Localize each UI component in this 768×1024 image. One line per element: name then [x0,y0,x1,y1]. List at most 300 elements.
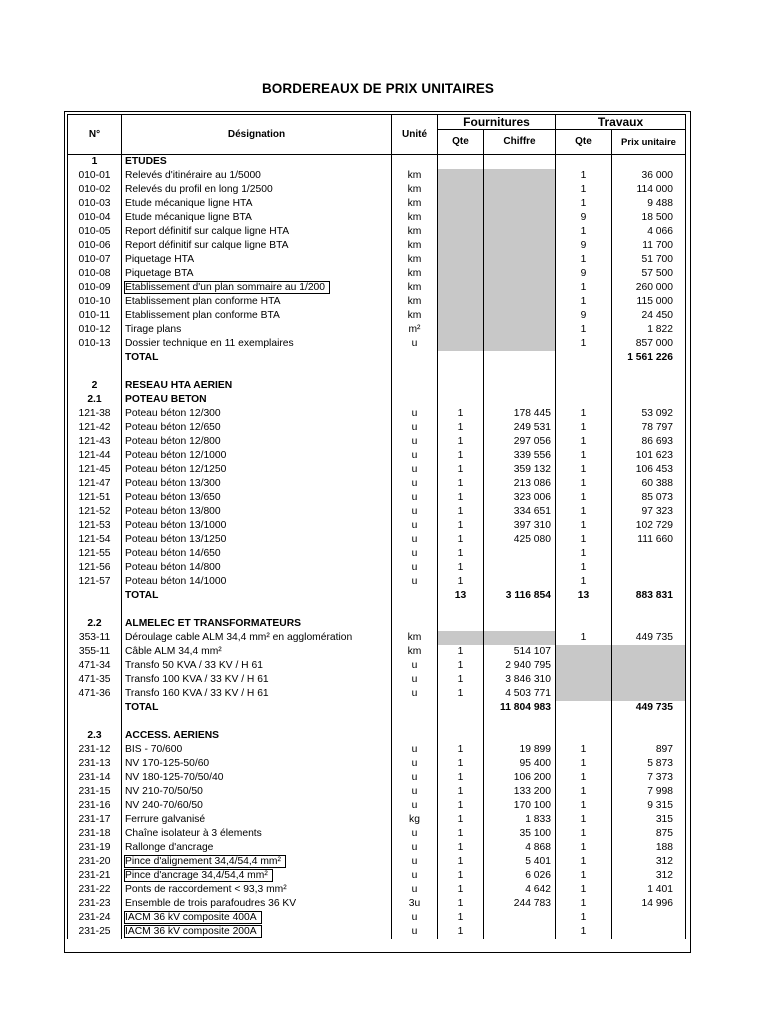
cell-prix-unitaire: 115 000 [612,295,686,309]
header-no: N° [68,115,122,155]
table-row [68,197,686,211]
cell-qte-fournitures [438,309,484,323]
boxed-designation: IACM 36 kV composite 400A [125,912,261,923]
cell-chiffre: 397 310 [484,519,556,533]
cell-unit: u [392,883,438,897]
section-row [68,729,686,743]
cell-prix-unitaire: 85 073 [612,491,686,505]
cell-designation [122,603,392,617]
cell-designation [122,715,392,729]
cell-chiffre: 170 100 [484,799,556,813]
cell-number: 2 [68,379,122,393]
cell-unit: u [392,561,438,575]
cell-number: 231-15 [68,785,122,799]
cell-designation: Relevés du profil en long 1/2500 [122,183,392,197]
table-row [68,239,686,253]
boxed-designation: Etablissement d'un plan sommaire au 1/200 [125,282,329,293]
cell-number: 471-36 [68,687,122,701]
cell-designation: Etude mécanique ligne BTA [122,211,392,225]
cell-unit: u [392,911,438,925]
cell-number [68,701,122,715]
cell-chiffre: 334 651 [484,505,556,519]
cell-unit [392,393,438,407]
cell-qte-travaux: 1 [556,575,612,589]
table-row [68,463,686,477]
cell-chiffre [484,197,556,211]
cell-number: 121-43 [68,435,122,449]
table-row [68,295,686,309]
cell-unit: u [392,505,438,519]
total-row [68,351,686,365]
cell-unit: km [392,631,438,645]
cell-qte-travaux: 1 [556,169,612,183]
cell-qte-travaux: 1 [556,757,612,771]
cell-prix-unitaire: 312 [612,869,686,883]
cell-qte-fournitures: 1 [438,771,484,785]
cell-qte-travaux: 1 [556,897,612,911]
cell-prix-unitaire: 9 488 [612,197,686,211]
table-row [68,799,686,813]
cell-qte-travaux [556,393,612,407]
cell-prix-unitaire: 1 401 [612,883,686,897]
cell-chiffre [484,323,556,337]
cell-number: 231-19 [68,841,122,855]
cell-unit: km [392,253,438,267]
cell-prix-unitaire: 9 315 [612,799,686,813]
cell-unit: km [392,225,438,239]
header-chiffre: Chiffre [484,130,556,155]
cell-chiffre [484,295,556,309]
cell-qte-fournitures [438,183,484,197]
cell-qte-fournitures [438,701,484,715]
cell-number: 010-06 [68,239,122,253]
table-row [68,267,686,281]
cell-chiffre [484,631,556,645]
cell-unit: u [392,785,438,799]
cell-prix-unitaire: 449 735 [612,701,686,715]
cell-designation: NV 210-70/50/50 [122,785,392,799]
cell-qte-travaux: 1 [556,771,612,785]
cell-qte-travaux [556,155,612,170]
boxed-designation: IACM 36 kV composite 200A [125,926,261,937]
cell-chiffre: 425 080 [484,533,556,547]
cell-qte-fournitures [438,295,484,309]
cell-designation: ETUDES [122,155,392,170]
table-row [68,211,686,225]
cell-qte-fournitures [438,603,484,617]
cell-chiffre: 339 556 [484,449,556,463]
cell-unit: u [392,463,438,477]
cell-designation: Transfo 160 KVA / 33 KV / H 61 [122,687,392,701]
cell-chiffre: 4 503 771 [484,687,556,701]
cell-qte-fournitures: 1 [438,883,484,897]
cell-number: 231-17 [68,813,122,827]
cell-prix-unitaire: 7 373 [612,771,686,785]
cell-prix-unitaire: 1 822 [612,323,686,337]
cell-number: 2.3 [68,729,122,743]
spacer-row [68,365,686,379]
cell-qte-travaux: 1 [556,883,612,897]
cell-prix-unitaire [612,155,686,170]
cell-chiffre: 297 056 [484,435,556,449]
cell-designation: TOTAL [122,351,392,365]
cell-qte-travaux: 1 [556,491,612,505]
cell-qte-fournitures: 1 [438,743,484,757]
cell-number [68,603,122,617]
cell-chiffre: 95 400 [484,757,556,771]
cell-qte-travaux [556,645,612,659]
cell-qte-travaux [556,379,612,393]
table-row [68,477,686,491]
cell-chiffre: 213 086 [484,477,556,491]
cell-unit: u [392,855,438,869]
cell-prix-unitaire [612,379,686,393]
cell-number: 121-51 [68,491,122,505]
cell-chiffre [484,925,556,939]
cell-prix-unitaire: 114 000 [612,183,686,197]
cell-prix-unitaire: 14 996 [612,897,686,911]
cell-chiffre: 133 200 [484,785,556,799]
cell-qte-fournitures: 1 [438,547,484,561]
cell-unit: km [392,309,438,323]
cell-number: 121-44 [68,449,122,463]
cell-qte-fournitures [438,617,484,631]
spacer-row [68,603,686,617]
table-row [68,547,686,561]
cell-qte-travaux: 1 [556,631,612,645]
cell-number: 121-56 [68,561,122,575]
cell-chiffre [484,603,556,617]
cell-unit: u [392,869,438,883]
cell-designation: Poteau béton 12/800 [122,435,392,449]
table-row [68,785,686,799]
header-prix-unitaire: Prix unitaire [612,130,686,155]
cell-chiffre: 4 642 [484,883,556,897]
page-title: BORDEREAUX DE PRIX UNITAIRES [261,81,495,96]
cell-prix-unitaire: 875 [612,827,686,841]
cell-chiffre: 11 804 983 [484,701,556,715]
cell-chiffre: 106 200 [484,771,556,785]
cell-prix-unitaire [612,617,686,631]
cell-designation: Poteau béton 12/300 [122,407,392,421]
cell-qte-fournitures: 1 [438,925,484,939]
cell-chiffre: 3 846 310 [484,673,556,687]
cell-number [68,715,122,729]
cell-unit: u [392,771,438,785]
cell-prix-unitaire: 24 450 [612,309,686,323]
cell-prix-unitaire [612,687,686,701]
table-row [68,575,686,589]
table-row [68,337,686,351]
cell-prix-unitaire [612,561,686,575]
cell-designation: Câble ALM 34,4 mm² [122,645,392,659]
table-row [68,183,686,197]
cell-number: 231-22 [68,883,122,897]
cell-qte-travaux: 1 [556,519,612,533]
cell-number: 010-10 [68,295,122,309]
cell-chiffre: 2 940 795 [484,659,556,673]
cell-unit: u [392,533,438,547]
cell-unit: km [392,295,438,309]
cell-qte-fournitures: 1 [438,519,484,533]
cell-qte-fournitures [438,337,484,351]
table-row [68,673,686,687]
cell-unit: km [392,211,438,225]
cell-designation [122,365,392,379]
cell-chiffre [484,267,556,281]
cell-designation: Dossier technique en 11 exemplaires [122,337,392,351]
cell-number: 121-45 [68,463,122,477]
cell-chiffre: 6 026 [484,869,556,883]
cell-qte-travaux: 1 [556,435,612,449]
table-row [68,533,686,547]
cell-qte-fournitures [438,631,484,645]
cell-prix-unitaire: 57 500 [612,267,686,281]
cell-number: 231-20 [68,855,122,869]
cell-qte-travaux: 1 [556,477,612,491]
cell-qte-travaux: 1 [556,869,612,883]
cell-qte-travaux: 9 [556,239,612,253]
cell-chiffre [484,225,556,239]
cell-prix-unitaire: 260 000 [612,281,686,295]
cell-designation: POTEAU BETON [122,393,392,407]
cell-qte-fournitures: 1 [438,533,484,547]
table-row [68,169,686,183]
cell-qte-fournitures: 1 [438,505,484,519]
table-row [68,309,686,323]
cell-prix-unitaire [612,365,686,379]
cell-qte-travaux: 1 [556,785,612,799]
cell-number: 231-25 [68,925,122,939]
cell-unit: u [392,757,438,771]
cell-prix-unitaire: 106 453 [612,463,686,477]
cell-qte-fournitures: 13 [438,589,484,603]
cell-prix-unitaire: 60 388 [612,477,686,491]
cell-number: 2.2 [68,617,122,631]
cell-prix-unitaire: 111 660 [612,533,686,547]
cell-number: 121-55 [68,547,122,561]
table-row [68,407,686,421]
cell-qte-travaux: 1 [556,841,612,855]
cell-qte-fournitures: 1 [438,855,484,869]
cell-prix-unitaire: 53 092 [612,407,686,421]
cell-unit: u [392,659,438,673]
cell-designation: Piquetage HTA [122,253,392,267]
cell-number: 353-11 [68,631,122,645]
table-row [68,645,686,659]
cell-number: 121-42 [68,421,122,435]
cell-qte-travaux: 1 [556,743,612,757]
table-row [68,435,686,449]
cell-unit: km [392,645,438,659]
cell-designation: Poteau béton 13/1250 [122,533,392,547]
table-row [68,561,686,575]
cell-unit: km [392,281,438,295]
cell-qte-travaux: 1 [556,827,612,841]
cell-prix-unitaire: 312 [612,855,686,869]
cell-number: 1 [68,155,122,170]
cell-unit: 3u [392,897,438,911]
cell-prix-unitaire [612,673,686,687]
table-row [68,925,686,939]
cell-chiffre: 5 401 [484,855,556,869]
cell-qte-travaux: 1 [556,183,612,197]
table-row [68,659,686,673]
cell-qte-fournitures [438,281,484,295]
cell-designation: NV 180-125-70/50/40 [122,771,392,785]
cell-designation: Etude mécanique ligne HTA [122,197,392,211]
cell-qte-travaux: 1 [556,533,612,547]
cell-unit: u [392,449,438,463]
cell-qte-fournitures: 1 [438,561,484,575]
cell-qte-travaux: 1 [556,449,612,463]
table-row [68,519,686,533]
cell-qte-fournitures [438,729,484,743]
table-row [68,869,686,883]
cell-unit: km [392,239,438,253]
cell-qte-travaux [556,603,612,617]
cell-prix-unitaire [612,603,686,617]
cell-qte-fournitures [438,323,484,337]
cell-designation: Poteau béton 13/800 [122,505,392,519]
cell-qte-fournitures: 1 [438,841,484,855]
cell-prix-unitaire: 883 831 [612,589,686,603]
cell-qte-travaux: 1 [556,323,612,337]
cell-prix-unitaire [612,659,686,673]
cell-number: 355-11 [68,645,122,659]
cell-number: 231-18 [68,827,122,841]
cell-chiffre: 19 899 [484,743,556,757]
cell-unit: u [392,547,438,561]
cell-prix-unitaire: 857 000 [612,337,686,351]
cell-qte-travaux: 1 [556,561,612,575]
cell-number: 471-34 [68,659,122,673]
cell-prix-unitaire: 11 700 [612,239,686,253]
cell-unit: km [392,267,438,281]
cell-number: 010-02 [68,183,122,197]
cell-number: 121-47 [68,477,122,491]
cell-number: 121-57 [68,575,122,589]
cell-qte-travaux: 1 [556,855,612,869]
table-row [68,841,686,855]
cell-unit: u [392,435,438,449]
cell-chiffre [484,379,556,393]
cell-unit [392,155,438,170]
cell-number: 231-24 [68,911,122,925]
cell-designation: ACCESS. AERIENS [122,729,392,743]
cell-qte-travaux [556,701,612,715]
cell-qte-fournitures: 1 [438,757,484,771]
cell-unit: u [392,799,438,813]
cell-chiffre [484,239,556,253]
total-row [68,589,686,603]
table-row [68,631,686,645]
cell-prix-unitaire [612,547,686,561]
table-row [68,323,686,337]
cell-qte-travaux: 13 [556,589,612,603]
spacer-row [68,715,686,729]
cell-designation: Rallonge d'ancrage [122,841,392,855]
cell-unit: m² [392,323,438,337]
table-row [68,491,686,505]
cell-chiffre: 323 006 [484,491,556,505]
cell-designation: Poteau béton 14/1000 [122,575,392,589]
cell-qte-fournitures: 1 [438,827,484,841]
cell-chiffre: 244 783 [484,897,556,911]
cell-qte-fournitures: 1 [438,463,484,477]
cell-chiffre [484,337,556,351]
cell-prix-unitaire: 188 [612,841,686,855]
cell-chiffre: 35 100 [484,827,556,841]
table-row [68,897,686,911]
cell-qte-fournitures [438,197,484,211]
table-row [68,449,686,463]
cell-designation: TOTAL [122,589,392,603]
table-row [68,771,686,785]
cell-designation: Déroulage cable ALM 34,4 mm² en agglomération [122,631,392,645]
cell-chiffre: 1 833 [484,813,556,827]
cell-qte-travaux [556,729,612,743]
cell-number: 010-12 [68,323,122,337]
cell-prix-unitaire: 97 323 [612,505,686,519]
cell-qte-travaux [556,687,612,701]
cell-unit: u [392,519,438,533]
cell-qte-travaux: 1 [556,253,612,267]
cell-unit: u [392,421,438,435]
cell-qte-travaux: 1 [556,295,612,309]
cell-prix-unitaire: 51 700 [612,253,686,267]
cell-number: 121-53 [68,519,122,533]
cell-qte-travaux: 1 [556,337,612,351]
cell-chiffre [484,211,556,225]
table-row [68,743,686,757]
cell-chiffre: 3 116 854 [484,589,556,603]
cell-number: 010-08 [68,267,122,281]
table-row [68,827,686,841]
table-row [68,225,686,239]
cell-chiffre [484,547,556,561]
cell-chiffre [484,253,556,267]
cell-prix-unitaire: 7 998 [612,785,686,799]
cell-designation [122,925,392,939]
cell-chiffre [484,715,556,729]
cell-prix-unitaire [612,393,686,407]
section-row [68,393,686,407]
table-body [68,155,686,940]
cell-number: 010-07 [68,253,122,267]
cell-designation: Etablissement plan conforme HTA [122,295,392,309]
cell-prix-unitaire: 36 000 [612,169,686,183]
cell-designation: Poteau béton 14/800 [122,561,392,575]
cell-number: 010-11 [68,309,122,323]
cell-number [68,589,122,603]
cell-qte-travaux [556,351,612,365]
cell-prix-unitaire: 18 500 [612,211,686,225]
cell-qte-fournitures [438,393,484,407]
cell-designation: Chaîne isolateur à 3 élements [122,827,392,841]
cell-qte-travaux: 1 [556,799,612,813]
table-row [68,505,686,519]
table-row [68,855,686,869]
cell-prix-unitaire: 78 797 [612,421,686,435]
cell-designation: Tirage plans [122,323,392,337]
cell-unit [392,617,438,631]
cell-designation: RESEAU HTA AERIEN [122,379,392,393]
cell-number: 010-04 [68,211,122,225]
cell-unit: u [392,841,438,855]
cell-qte-fournitures [438,169,484,183]
cell-number: 010-03 [68,197,122,211]
